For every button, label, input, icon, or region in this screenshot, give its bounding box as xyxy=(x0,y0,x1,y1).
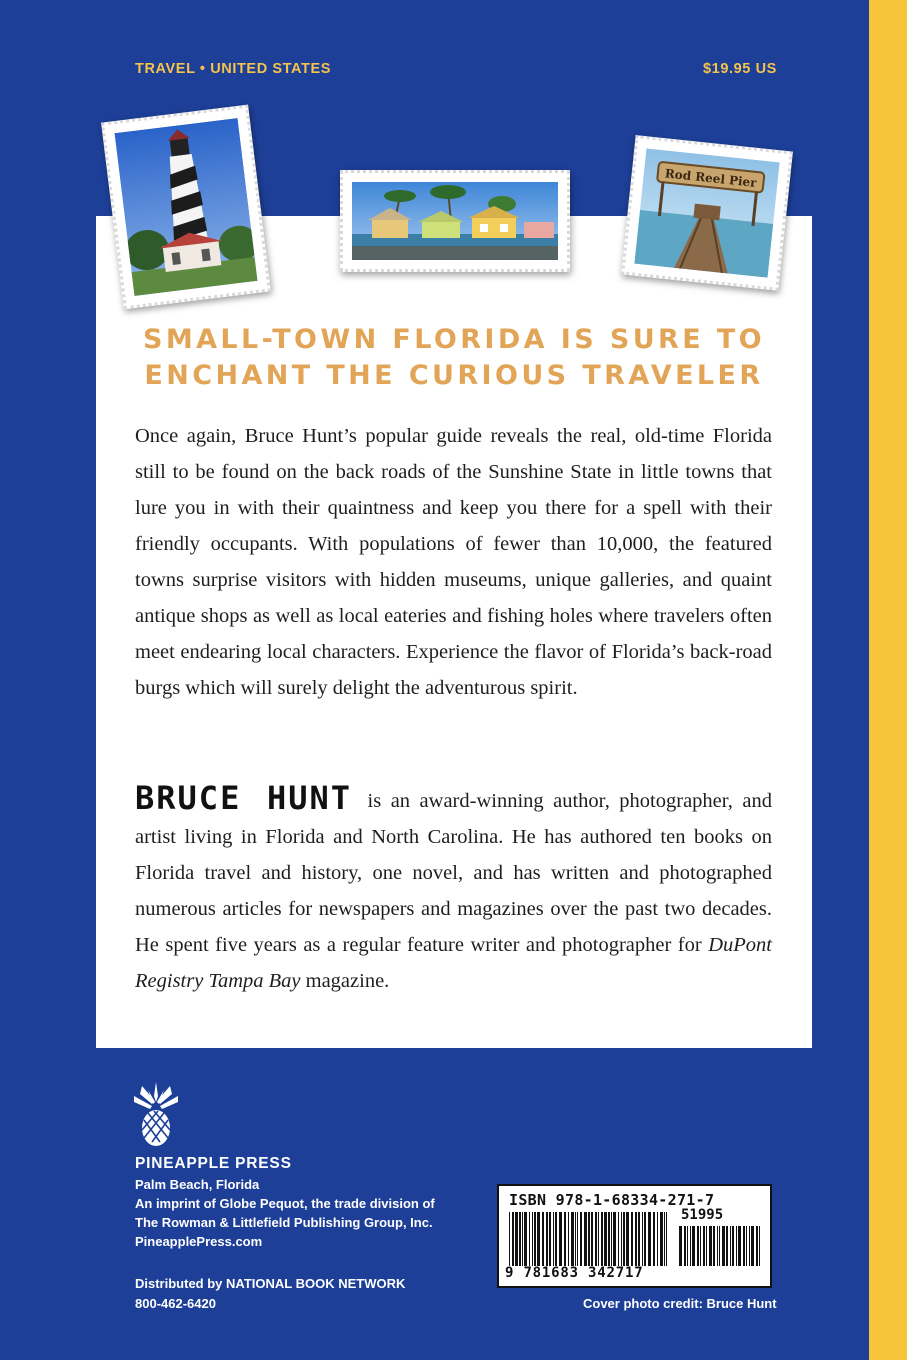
bio-text: is an award-winning author, photographer, and artist living in Florida and North Carolina. He has authored ten books on Florida travel and history, one novel, and has written and photographed numerous articles for newspapers and magazines over the past two decades. He spent five years as a regular feature writer and photographer for xyxy=(135,790,773,956)
barcode-bar xyxy=(584,1212,587,1266)
barcode-bar xyxy=(730,1226,731,1266)
photo-credit: Cover photo credit: Bruce Hunt xyxy=(583,1296,777,1311)
bio-end: magazine. xyxy=(305,970,390,992)
barcode-bar xyxy=(608,1212,610,1266)
barcode-bar xyxy=(604,1212,607,1266)
lighthouse-photo xyxy=(114,118,257,296)
barcode-bar xyxy=(697,1226,699,1266)
price-code: 51995 xyxy=(681,1207,724,1223)
barcode-bar xyxy=(726,1226,728,1266)
barcode-bar xyxy=(529,1212,530,1266)
yellow-spine-strip xyxy=(869,0,907,1360)
barcode-bar xyxy=(719,1226,720,1266)
barcode-bar xyxy=(598,1212,599,1266)
barcode-bar xyxy=(623,1212,625,1266)
barcode-bar xyxy=(638,1212,640,1266)
barcode-bar xyxy=(577,1212,578,1266)
barcode-bar xyxy=(595,1212,597,1266)
waterfront-photo xyxy=(352,182,558,260)
barcode-bar xyxy=(713,1226,715,1266)
barcode-bar xyxy=(611,1212,612,1266)
category-label: TRAVEL • UNITED STATES xyxy=(135,61,332,77)
barcode-bar xyxy=(684,1226,686,1266)
barcode-bar xyxy=(613,1212,616,1266)
barcode-bar xyxy=(706,1226,707,1266)
barcode-bar xyxy=(555,1212,557,1266)
barcode-bar xyxy=(571,1212,574,1266)
publisher-name: PINEAPPLE PRESS xyxy=(135,1155,292,1172)
barcode-bar xyxy=(537,1212,540,1266)
barcode-bar xyxy=(564,1212,566,1266)
barcode-bar xyxy=(738,1226,741,1266)
barcode-bar xyxy=(512,1212,514,1266)
author-name: BRUCE HUNT xyxy=(135,779,353,817)
barcode-bar xyxy=(631,1212,633,1266)
barcode-bar xyxy=(703,1226,705,1266)
barcode-bar xyxy=(522,1212,523,1266)
barcode-bar xyxy=(759,1226,760,1266)
distributor: Distributed by NATIONAL BOOK NETWORK xyxy=(135,1276,406,1291)
barcode-bar xyxy=(679,1226,682,1266)
publisher-website: PineapplePress.com xyxy=(135,1234,263,1249)
barcode-bar xyxy=(648,1212,651,1266)
barcode-bar xyxy=(746,1226,747,1266)
barcode-bar xyxy=(722,1226,725,1266)
ean-digits: 9 781683 342717 xyxy=(505,1265,644,1281)
headline-line-2: ENCHANT THE CURIOUS TRAVELER xyxy=(144,360,764,391)
distributor-phone: 800-462-6420 xyxy=(135,1296,216,1311)
barcode-bar xyxy=(519,1212,521,1266)
barcode-bar xyxy=(546,1212,548,1266)
barcode-bar xyxy=(732,1226,734,1266)
barcode-bar xyxy=(549,1212,551,1266)
barcode-bar xyxy=(687,1226,688,1266)
pier-photo xyxy=(634,148,779,277)
barcode-bar xyxy=(717,1226,718,1266)
ean-bars xyxy=(509,1212,669,1268)
isbn-number: ISBN 978-1-68334-271-7 xyxy=(509,1191,715,1209)
barcode-bar xyxy=(591,1212,593,1266)
barcode-bar xyxy=(553,1212,554,1266)
barcode-bar xyxy=(690,1226,691,1266)
barcode-bar xyxy=(588,1212,590,1266)
author-bio xyxy=(135,780,772,999)
magazine-title: DuPont Registry Tampa Bay xyxy=(135,934,773,992)
barcode-bar xyxy=(700,1226,701,1266)
barcode-bar xyxy=(657,1212,658,1266)
barcode-bar xyxy=(621,1212,622,1266)
pineapple-icon xyxy=(132,1080,180,1148)
headline xyxy=(96,322,812,394)
barcode-bar xyxy=(653,1212,655,1266)
barcode-bar xyxy=(559,1212,562,1266)
svg-text:Rod Reel Pier: Rod Reel Pier xyxy=(664,166,758,190)
price-label: $19.95 US xyxy=(703,61,777,77)
barcode-bar xyxy=(509,1212,510,1266)
barcode-bar xyxy=(692,1226,695,1266)
imprint-line-2: The Rowman & Littlefield Publishing Group, Inc. xyxy=(135,1215,433,1230)
barcode-bar xyxy=(660,1212,663,1266)
barcode-bar xyxy=(575,1212,576,1266)
barcode-bar xyxy=(642,1212,643,1266)
barcode-bar xyxy=(709,1226,712,1266)
barcode-bar xyxy=(749,1226,750,1266)
addon-bars xyxy=(679,1226,763,1268)
barcode-bar xyxy=(666,1212,667,1266)
barcode-bar xyxy=(601,1212,603,1266)
barcode-bar xyxy=(644,1212,646,1266)
barcode-bar xyxy=(580,1212,582,1266)
waterfront-stamp xyxy=(340,170,570,272)
barcode-bar xyxy=(524,1212,527,1266)
publisher-info xyxy=(135,1153,435,1251)
barcode-bar xyxy=(635,1212,637,1266)
barcode-bar xyxy=(756,1226,758,1266)
headline-line-1: SMALL-TOWN FLORIDA IS SURE TO xyxy=(142,324,766,355)
barcode-bar xyxy=(515,1212,518,1266)
barcode-bar xyxy=(743,1226,745,1266)
lighthouse-stamp xyxy=(101,105,271,310)
barcode-bar xyxy=(534,1212,536,1266)
distribution-info xyxy=(135,1274,405,1314)
barcode-bar xyxy=(618,1212,619,1266)
barcode-bar xyxy=(664,1212,665,1266)
barcode-bar xyxy=(626,1212,629,1266)
isbn-barcode xyxy=(497,1184,772,1288)
barcode-bar xyxy=(736,1226,737,1266)
publisher-location: Palm Beach, Florida xyxy=(135,1177,260,1192)
barcode-bar xyxy=(532,1212,533,1266)
barcode-bar xyxy=(542,1212,544,1266)
barcode-bar xyxy=(568,1212,569,1266)
imprint-line-1: An imprint of Globe Pequot, the trade division of xyxy=(135,1196,435,1211)
pier-stamp xyxy=(621,135,793,291)
barcode-bar xyxy=(751,1226,754,1266)
book-description: Once again, Bruce Hunt’s popular guide reveals the real, old-time Florida still to be found on the back roads of the Sunshine State in little towns that lure you in with their quaintness and keep you there for a spell with their friendly occupants. With populations of fewer than 10,000, the featured towns surprise visitors with hidden museums, unique galleries, and quaint antique shops as well as local eateries and fishing holes where travelers often meet endearing local characters. Experience the flavor of Florida’s back-road burgs which will surely delight the adventurous spirit. xyxy=(135,425,772,699)
